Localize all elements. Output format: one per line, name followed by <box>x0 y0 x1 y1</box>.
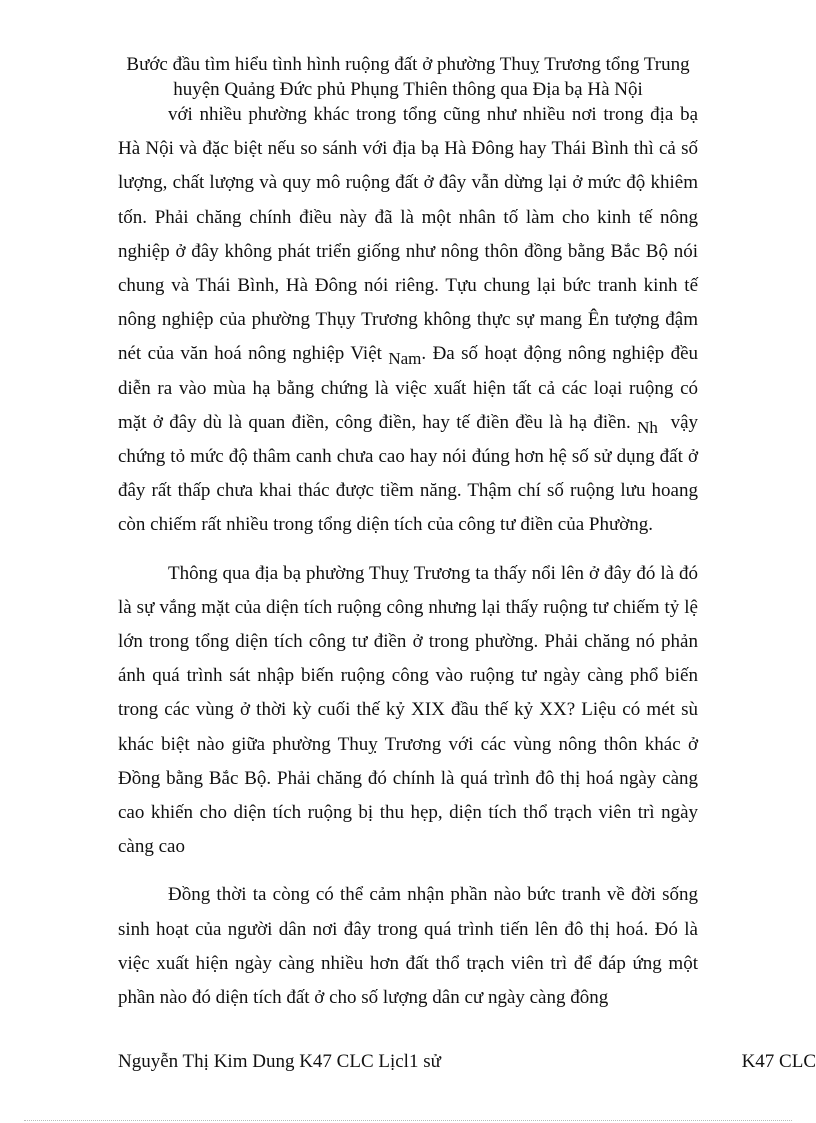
paragraph-3: Đồng thời ta còng có thể cảm nhận phần nào bức tranh về đời sống sinh hoạt của người dân nơi đây trong quá trình tiến lên đô thị hoá. Đó là việc xuất hiện ngày càng nhiều hơn đất thổ trạch viên trì để đáp ứng một phần nào đó diện tích đất ở cho số lượng dân cư ngày càng đông <box>118 884 698 1009</box>
footer-divider <box>24 1120 792 1121</box>
header-line-1: Bước đầu tìm hiểu tình hình ruộng đất ở phường Thuỵ Trương tổng Trung <box>126 54 690 75</box>
footer-author: Nguyễn Thị Kim Dung K47 CLC Lịcl1 sử <box>118 1051 441 1072</box>
paragraph-2: Thông qua địa bạ phường Thuỵ Trương ta thấy nổi lên ở đây đó là đó là sự vắng mặt của diện tích ruộng công nhưng lại thấy ruộng tư chiếm tỷ lệ lớn trong tổng diện tích công tư điền ở trong phường. Phải chăng nó phản ánh quá trình sát nhập biến ruộng công vào ruộng tư ngày càng phổ biến trong các vùng ở thời kỳ cuối thế kỷ XIX đầu thế kỷ XX? Liệu có mét sù khác biệt nào giữa phường Thuỵ Trương với các vùng nông thôn khác ở Đồng bằng Bắc Bộ. Phải chăng đó chính là quá trình đô thị hoá ngày càng cao khiến cho diện tích ruộng bị thu hẹp, diện tích thổ trạch viên trì ngày càng cao <box>118 562 698 858</box>
paragraph-1-text-c: vậy chứng tỏ mức độ thâm canh chưa cao hay nói đúng hơn hệ số sử dụng đất ở đây rất thấp chưa khai thác được tiềm năng. Thậm chí số ruộng lưu hoang còn chiếm rất nhiều trong tổng diện tích của công tư điền của Phường. <box>118 411 698 536</box>
document-body <box>118 98 698 1015</box>
subscript-nh: Nh <box>637 417 658 437</box>
subscript-nam: Nam <box>388 349 422 369</box>
paragraph-1-text-a: với nhiều phường khác trong tổng cũng như nhiều nơi trong địa bạ Hà Nội và đặc biệt nếu so sánh với địa bạ Hà Đông hay Thái Bình thì cả số lượng, chất lượng và quy mô ruộng đất ở đây vẫn dừng lại ở mức độ khiêm tốn. Phải chăng chính điều này đã là một nhân tố làm cho kinh tế nông nghiệp ở đây không phát triển giống như nông thôn đồng bằng Bắc Bộ nói chung và Thái Bình, Hà Đông nói riêng. Tựu chung lại bức tranh kinh tế nông nghiệp của phường Thụy Trương không thực sự mang Ên tượng đậm nét của văn hoá nông nghiệp Việt <box>118 104 698 365</box>
paragraph-1 <box>118 98 698 543</box>
footer-class: K47 CLC <box>741 1051 816 1072</box>
header-line-2: huyện Quảng Đức phủ Phụng Thiên thông qua Địa bạ Hà Nội <box>173 79 643 100</box>
page-header <box>118 52 698 102</box>
paragraph-1-text-b: . Đa số hoạt động nông nghiệp đều diễn ra vào mùa hạ bằng chứng là việc xuất hiện tất cả các loại ruộng có mặt ở đây dù là quan điền, công điền, hay tế điền đều là hạ điền. <box>118 343 698 433</box>
